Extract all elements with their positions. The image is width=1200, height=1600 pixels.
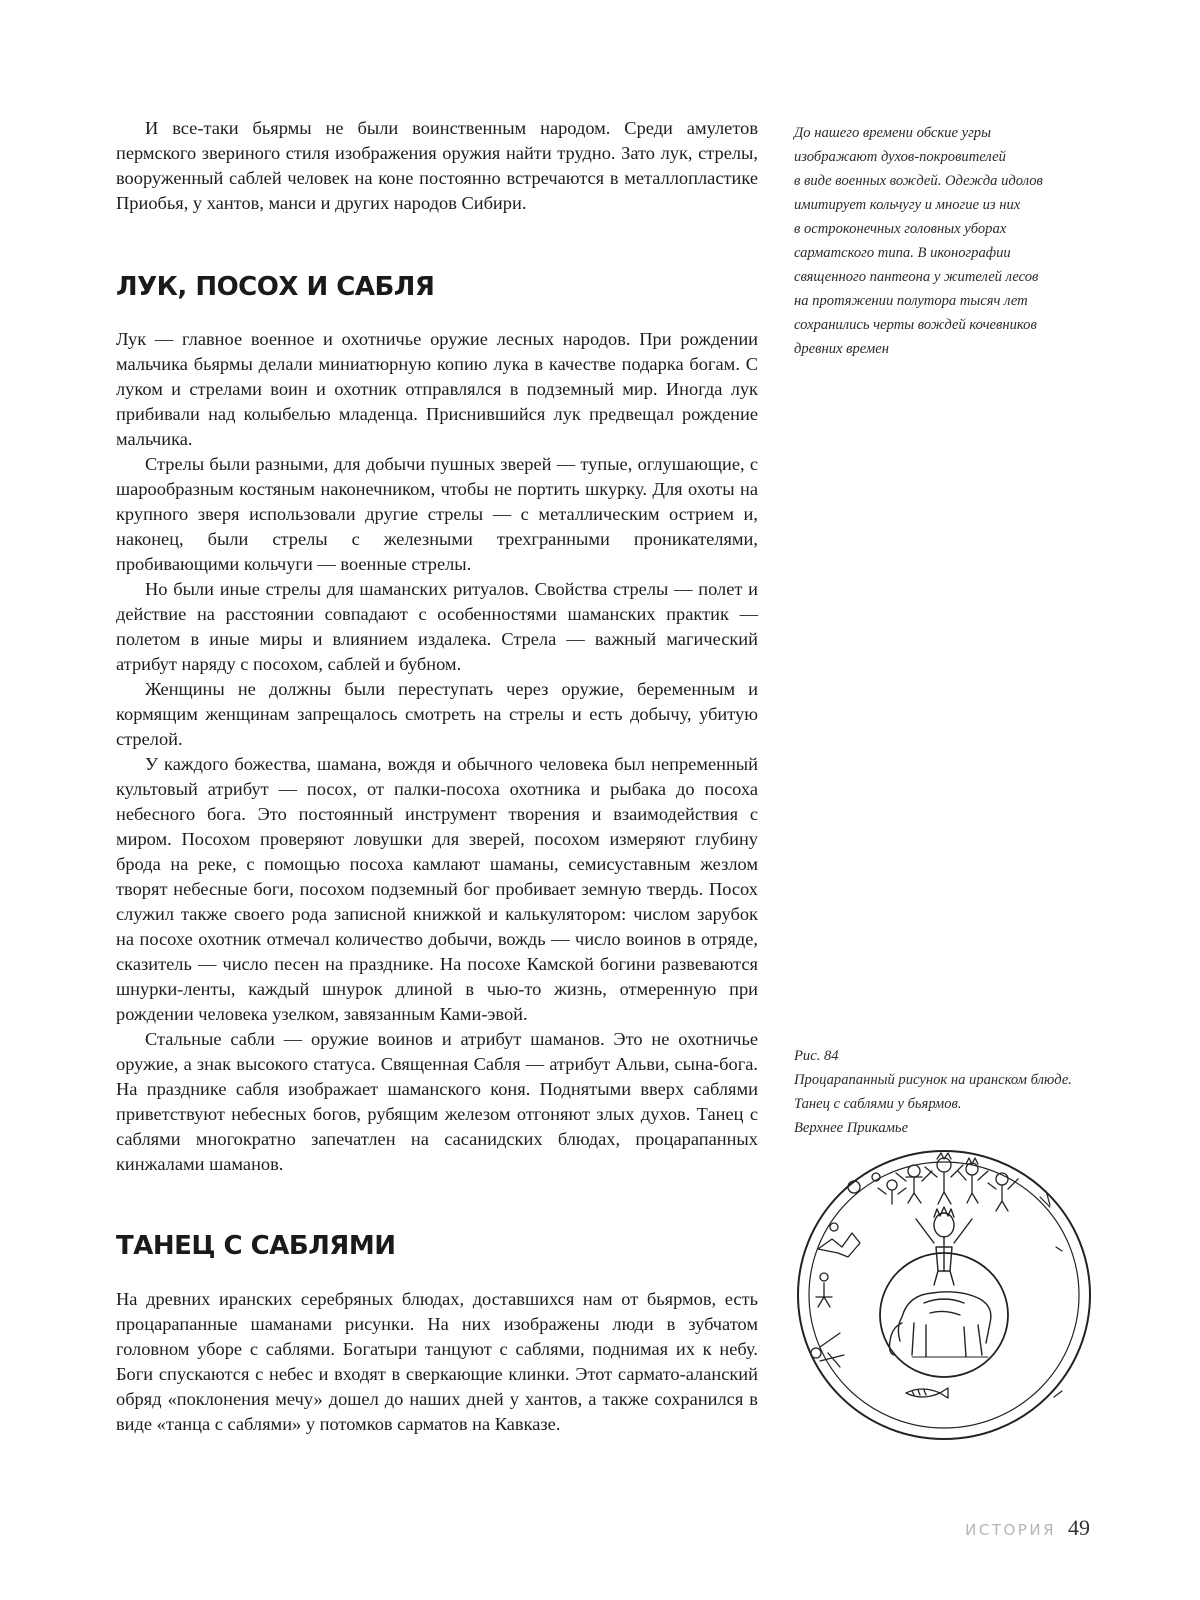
sidebar-note bbox=[794, 121, 1094, 361]
body-paragraph: У каждого божества, шамана, вождя и обычного человека был непременный культовый атрибут — посох, от палки-посоха охотника и рыбака до посоха небесного бога. Это постоянный инструмент творения и взаимодействия с миром. Посохом проверяют ловушки для зверей, посохом измеряют глубину брода на реке, с помощью посоха камлают шаманы, семисуставным жезлом творят небесные боги, посохом подземный бог пробивает земную твердь. Посох служил также своего рода записной книжкой и калькулятором: числом зарубок на посохе охотник отмечал количество добычи, вождь — число воинов в отряде, сказитель — число песен на празднике. На посохе Камской богини развеваются шнурки-ленты, каждый шнурок длиной в чью-то жизнь, отмеренную при рождении человека узелком, завязанным Ками-эвой. bbox=[116, 754, 758, 1024]
body-paragraph: Но были иные стрелы для шаманских ритуалов. Свойства стрелы — полет и действие на расстоянии совпадают с особенностями шаманских практик — полетом в иные миры и влиянием издалека. Стрела — важный магический атрибут наряду с посохом, саблей и бубном. bbox=[116, 579, 758, 674]
body-paragraph: На древних иранских серебряных блюдах, доставшихся нам от бьярмов, есть процарапанные шаманами рисунки. На них изображены люди в зубчатом головном уборе с саблями. Богатыри танцуют с саблями, поднимая их к небу. Боги спускаются с небес и входят в сверкающие клинки. Этот сармато-аланский обряд «поклонения мечу» дошел до наших дней у хантов, а также сохранился в виде «танца с саблями» у потомков сарматов на Кавказе. bbox=[116, 1289, 758, 1434]
body-paragraph: Лук — главное военное и охотничье оружие лесных народов. При рождении мальчика бьярмы делали миниатюрную копию лука в качестве подарка богам. С луком и стрелами воин и охотник отправлялся в подземный мир. Иногда лук прибивали над колыбелью младенца. Приснившийся лук предвещал рождение мальчика. bbox=[116, 329, 758, 449]
sidebar-note-line: До нашего времени обские угры bbox=[794, 125, 991, 141]
page-footer bbox=[965, 1515, 1090, 1541]
page-number: 49 bbox=[1068, 1515, 1090, 1540]
figure-caption-line: Танец с саблями у бьярмов. bbox=[794, 1096, 962, 1112]
sidebar-note-line: изображают духов-покровителей bbox=[794, 149, 1006, 165]
sidebar-note-line: в остроконечных головных уборах bbox=[794, 221, 1007, 237]
figure-caption bbox=[794, 1044, 1114, 1140]
figure-label: Рис. 84 bbox=[794, 1048, 839, 1064]
engraved-plate-illustration bbox=[794, 1147, 1094, 1443]
running-section-label: ИСТОРИЯ bbox=[965, 1521, 1056, 1539]
section-heading-saber-dance: ТАНЕЦ С САБЛЯМИ bbox=[116, 1231, 396, 1261]
sidebar-note-line: древних времен bbox=[794, 341, 889, 357]
sidebar-note-line: сохранились черты вождей кочевников bbox=[794, 317, 1037, 333]
sidebar-note-line: на протяжении полутора тысяч лет bbox=[794, 293, 1028, 309]
figure-plate-drawing bbox=[794, 1147, 1094, 1443]
sidebar-note-line: в виде военных вождей. Одежда идолов bbox=[794, 173, 1043, 189]
section-heading-bow-staff-saber: ЛУК, ПОСОХ И САБЛЯ bbox=[116, 272, 435, 302]
sidebar-note-line: священного пантеона у жителей лесов bbox=[794, 269, 1039, 285]
main-text-column bbox=[116, 116, 758, 1437]
figure-caption-line: Процарапанный рисунок на иранском блюде. bbox=[794, 1072, 1072, 1088]
body-paragraph: Женщины не должны были переступать через оружие, беременным и кормящим женщинам запрещалось смотреть на стрелы и есть добычу, убитую стрелой. bbox=[116, 679, 758, 749]
sidebar-note-line: сарматского типа. В иконографии bbox=[794, 245, 1011, 261]
sidebar-note-line: имитирует кольчугу и многие из них bbox=[794, 197, 1021, 213]
figure-caption-line: Верхнее Прикамье bbox=[794, 1120, 909, 1136]
body-paragraph: Стрелы были разными, для добычи пушных зверей — тупые, оглушающие, с шарообразным костяным наконечником, чтобы не портить шкурку. Для охоты на крупного зверя использовали другие стрелы — с металлическим острием и, наконец, были стрелы с железными трехгранными проникателями, пробивающими кольчуги — военные стрелы. bbox=[116, 454, 758, 574]
body-paragraph: Стальные сабли — оружие воинов и атрибут шаманов. Это не охотничье оружие, а знак высокого статуса. Священная Сабля — атрибут Альви, сына-бога. На празднике сабля изображает шаманского коня. Поднятыми вверх саблями приветствуют небесных богов, рубящим железом отгоняют злых духов. Танец с саблями многократно запечатлен на сасанидских блюдах, процарапанных кинжалами шаманов. bbox=[116, 1029, 758, 1174]
intro-paragraph: И все-таки бьярмы не были воинственным народом. Среди амулетов пермского звериного стиля изображения оружия найти трудно. Зато лук, стрелы, вооруженный саблей человек на коне постоянно встречаются в металлопластике Приобья, у хантов, манси и других народов Сибири. bbox=[116, 118, 758, 213]
